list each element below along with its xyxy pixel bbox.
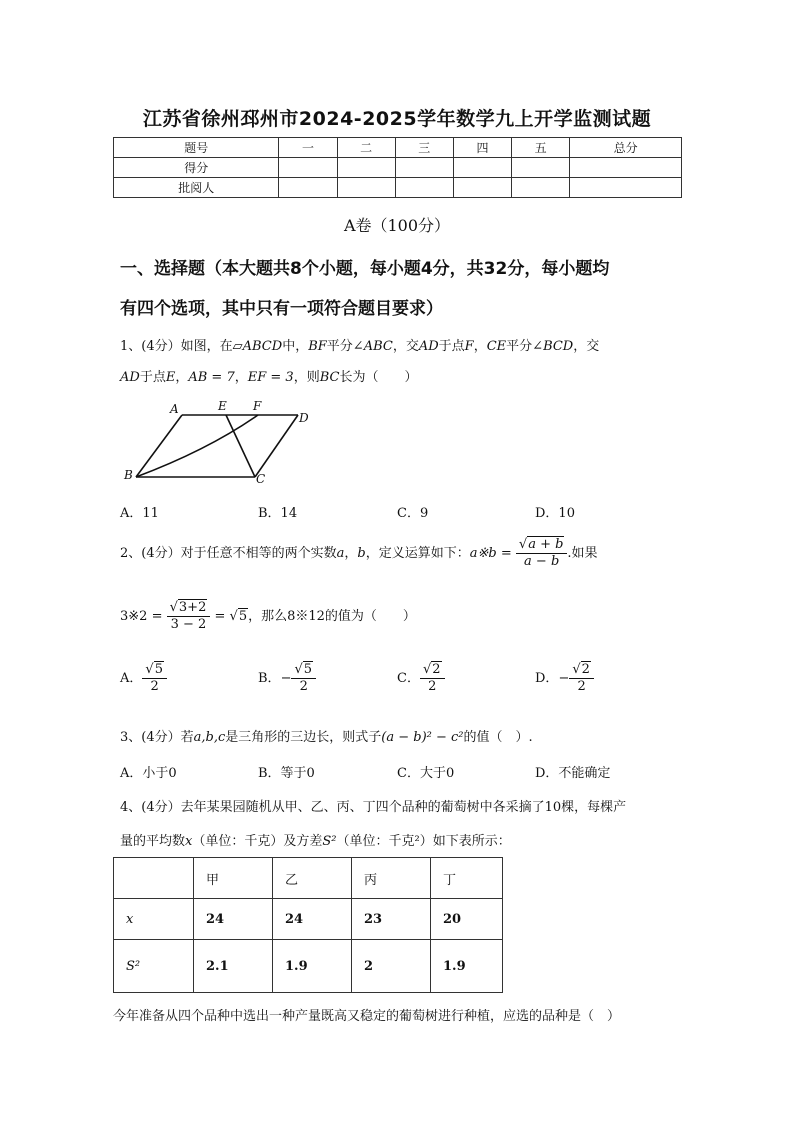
q1-option-c: C．9 [397,506,429,521]
variety-data-table [113,857,503,993]
q3-text: 是三角形的三边长，则式子 [225,730,382,745]
q2-text: ， [344,546,358,561]
score-row-label: 批阅人 [114,178,279,198]
q1-text: 长为（ ） [339,370,418,385]
q1-text: ， [473,339,487,354]
q2-text: a + b [528,537,564,552]
figure-label-a: A [170,402,179,416]
q3-option-a: A．小于0 [120,766,177,781]
q2-option-d: D．− $\frac{√2}{2}$ [535,662,594,695]
q2-text: b [357,546,366,561]
q2-text: a※b = [469,546,512,561]
score-table [113,137,682,198]
score-table-row [114,158,682,178]
score-cell [570,158,682,178]
q1-option-a: A．11 [120,506,159,521]
data-cell: 24 [206,911,225,927]
data-table-header-row [114,858,503,899]
q1-text: ▱ABCD [232,339,283,354]
q3-option-b: B．等于0 [258,766,315,781]
part1-heading-line1: 一、选择题（本大题共8个小题，每小题4分，共32分，每小题均 [120,259,610,279]
score-cell [570,178,682,198]
figure-label-b: B [124,468,133,482]
score-table-row [114,178,682,198]
data-cell: 1.9 [443,958,466,974]
q2-option-num: 2 [581,662,590,677]
score-header-cell: 三 [395,138,453,158]
table-row [114,899,503,940]
q2-option-label: A． [120,671,143,686]
q1-text: ∠ABC [352,339,393,354]
score-cell [279,178,337,198]
q1-text: CE [486,339,507,354]
figure-label-e: E [218,399,227,413]
q2-text: ，那么8※12的值为（ ） [248,609,416,624]
data-cell: 1.9 [285,958,308,974]
q2-example-fraction: $\frac{√3+2}{3 - 2}$ [167,600,211,633]
q2-option-sign: − [558,671,570,686]
q4-line2 [120,830,511,849]
q2-option-num: 2 [432,662,441,677]
q2-option-c: C． $\frac{√2}{2}$ [397,662,445,695]
q2-text: 2、(4分）对于任意不相等的两个实数 [120,546,337,561]
figure-line-ce [226,415,255,477]
score-header-cell: 题号 [114,138,279,158]
q3-text: (a − b)² − c² [381,730,464,745]
figure-edge-dc [255,415,298,477]
score-cell [395,158,453,178]
q1-text: AD [120,370,140,385]
q1-text: ， [175,370,189,385]
q1-text: 中， [282,339,309,354]
q4-text: S² [322,834,337,849]
q1-text: 1、(4分）如图，在 [120,339,233,354]
q2-option-num: 5 [303,662,313,677]
q1-text: 于点 [438,339,465,354]
q4-text: x [185,834,193,849]
q1-line2 [120,366,417,385]
q2-option-den: 2 [299,679,308,694]
q1-text: 平分 [326,339,353,354]
q2-option-b: B．− $\frac{√5}{2}$ [258,662,316,695]
score-cell [337,178,395,198]
q2-line2: 3※2 = $\frac{√3+2}{3 - 2}$ = √5，那么8※12的值为（ ） [120,600,416,632]
data-header-cell: 甲 [194,858,273,899]
score-cell [512,178,570,198]
q2-option-den: 2 [150,679,159,694]
q1-option-b: B．14 [258,506,298,521]
score-cell [453,158,511,178]
q2-text: 3 − 2 [170,617,207,632]
q2-option-label: C． [397,671,420,686]
score-row-label: 得分 [114,158,279,178]
data-header-cell: 丙 [352,858,431,899]
data-header-cell: 丁 [431,858,503,899]
q3-text: 3、(4分）若 [120,730,194,745]
q3-option-c: C．大于0 [397,766,455,781]
q1-text: E [165,370,176,385]
q1-text: AD [418,339,439,354]
figure-label-f: F [253,399,262,413]
q1-text: 于点 [139,370,166,385]
q2-text: a [336,546,345,561]
q4-question: 今年准备从四个品种中选出一种产量既高又稳定的葡萄树进行种植，应选的品种是（ ） [113,1009,621,1024]
q1-text: ，则 [293,370,320,385]
score-header-cell: 总分 [570,138,682,158]
q2-option-label: B． [258,671,281,686]
data-cell: 20 [443,911,462,927]
data-header-cell [114,858,194,899]
data-cell: 24 [285,911,304,927]
score-cell [395,178,453,198]
data-row-label: x [126,911,134,927]
q2-definition-fraction: $\frac{√a + b}{a - b}$ [516,537,568,570]
q4-text: （单位：千克）及方差 [192,834,323,849]
q1-text: ，交 [573,339,600,354]
q2-text: ，定义运算如下： [365,546,470,561]
table-row [114,940,503,993]
q1-text: ，交 [392,339,419,354]
q3-option-d: D．不能确定 [535,766,611,781]
q2-text: = [214,609,226,624]
q2-line1 [120,537,598,570]
q1-text: 平分 [506,339,533,354]
q1-text: ， [234,370,248,385]
q1-text: EF = 3 [247,370,294,385]
q2-option-den: 2 [577,679,586,694]
q2-option-den: 2 [428,679,437,694]
q1-text: AB = 7 [188,370,235,385]
q2-text: 3※2 = [120,609,163,624]
score-header-cell: 一 [279,138,337,158]
figure-label-d: D [299,411,309,425]
q2-text: 5 [238,609,248,624]
q2-option-sign: − [280,671,292,686]
q2-text: a − b [524,554,560,569]
score-cell [337,158,395,178]
q4-text: （单位：千克²）如下表所示： [336,834,511,849]
q4-line1: 4、(4分）去年某果园随机从甲、乙、丙、丁四个品种的葡萄树中各采摘了10棵，每棵产 [120,800,627,815]
score-header-cell: 二 [337,138,395,158]
q2-option-num: 5 [154,662,163,677]
document-title: 江苏省徐州邳州市2024-2025学年数学九上开学监测试题 [142,108,652,130]
q1-option-d: D．10 [535,506,575,521]
q4-text: 量的平均数 [120,834,186,849]
q1-text: BC [319,370,340,385]
parallelogram-figure [118,395,318,490]
q2-text: 3+2 [178,600,207,615]
score-cell [512,158,570,178]
data-cell: 2 [364,958,374,974]
q1-text: F [464,339,474,354]
q2-option-label: D． [535,671,559,686]
q3-line [120,726,533,745]
data-cell: 2.1 [206,958,229,974]
data-row-label: S² [126,958,141,974]
score-header-cell: 五 [512,138,570,158]
q3-text: a,b,c [193,730,226,745]
q2-text: .如果 [567,546,598,561]
q3-text: 的值（ ）. [463,730,533,745]
section-a-heading: A卷（100分） [343,216,451,235]
score-header-cell: 四 [453,138,511,158]
part1-heading-line2: 有四个选项，其中只有一项符合题目要求） [120,299,443,319]
score-table-header-row [114,138,682,158]
q2-option-a: A． $\frac{√5}{2}$ [120,662,167,695]
score-cell [453,178,511,198]
data-header-cell: 乙 [273,858,352,899]
q1-text: BF [308,339,327,354]
data-cell: 23 [364,911,383,927]
q1-text: ∠BCD [532,339,574,354]
score-cell [279,158,337,178]
q1-line1 [120,335,599,354]
figure-label-c: C [256,472,266,486]
